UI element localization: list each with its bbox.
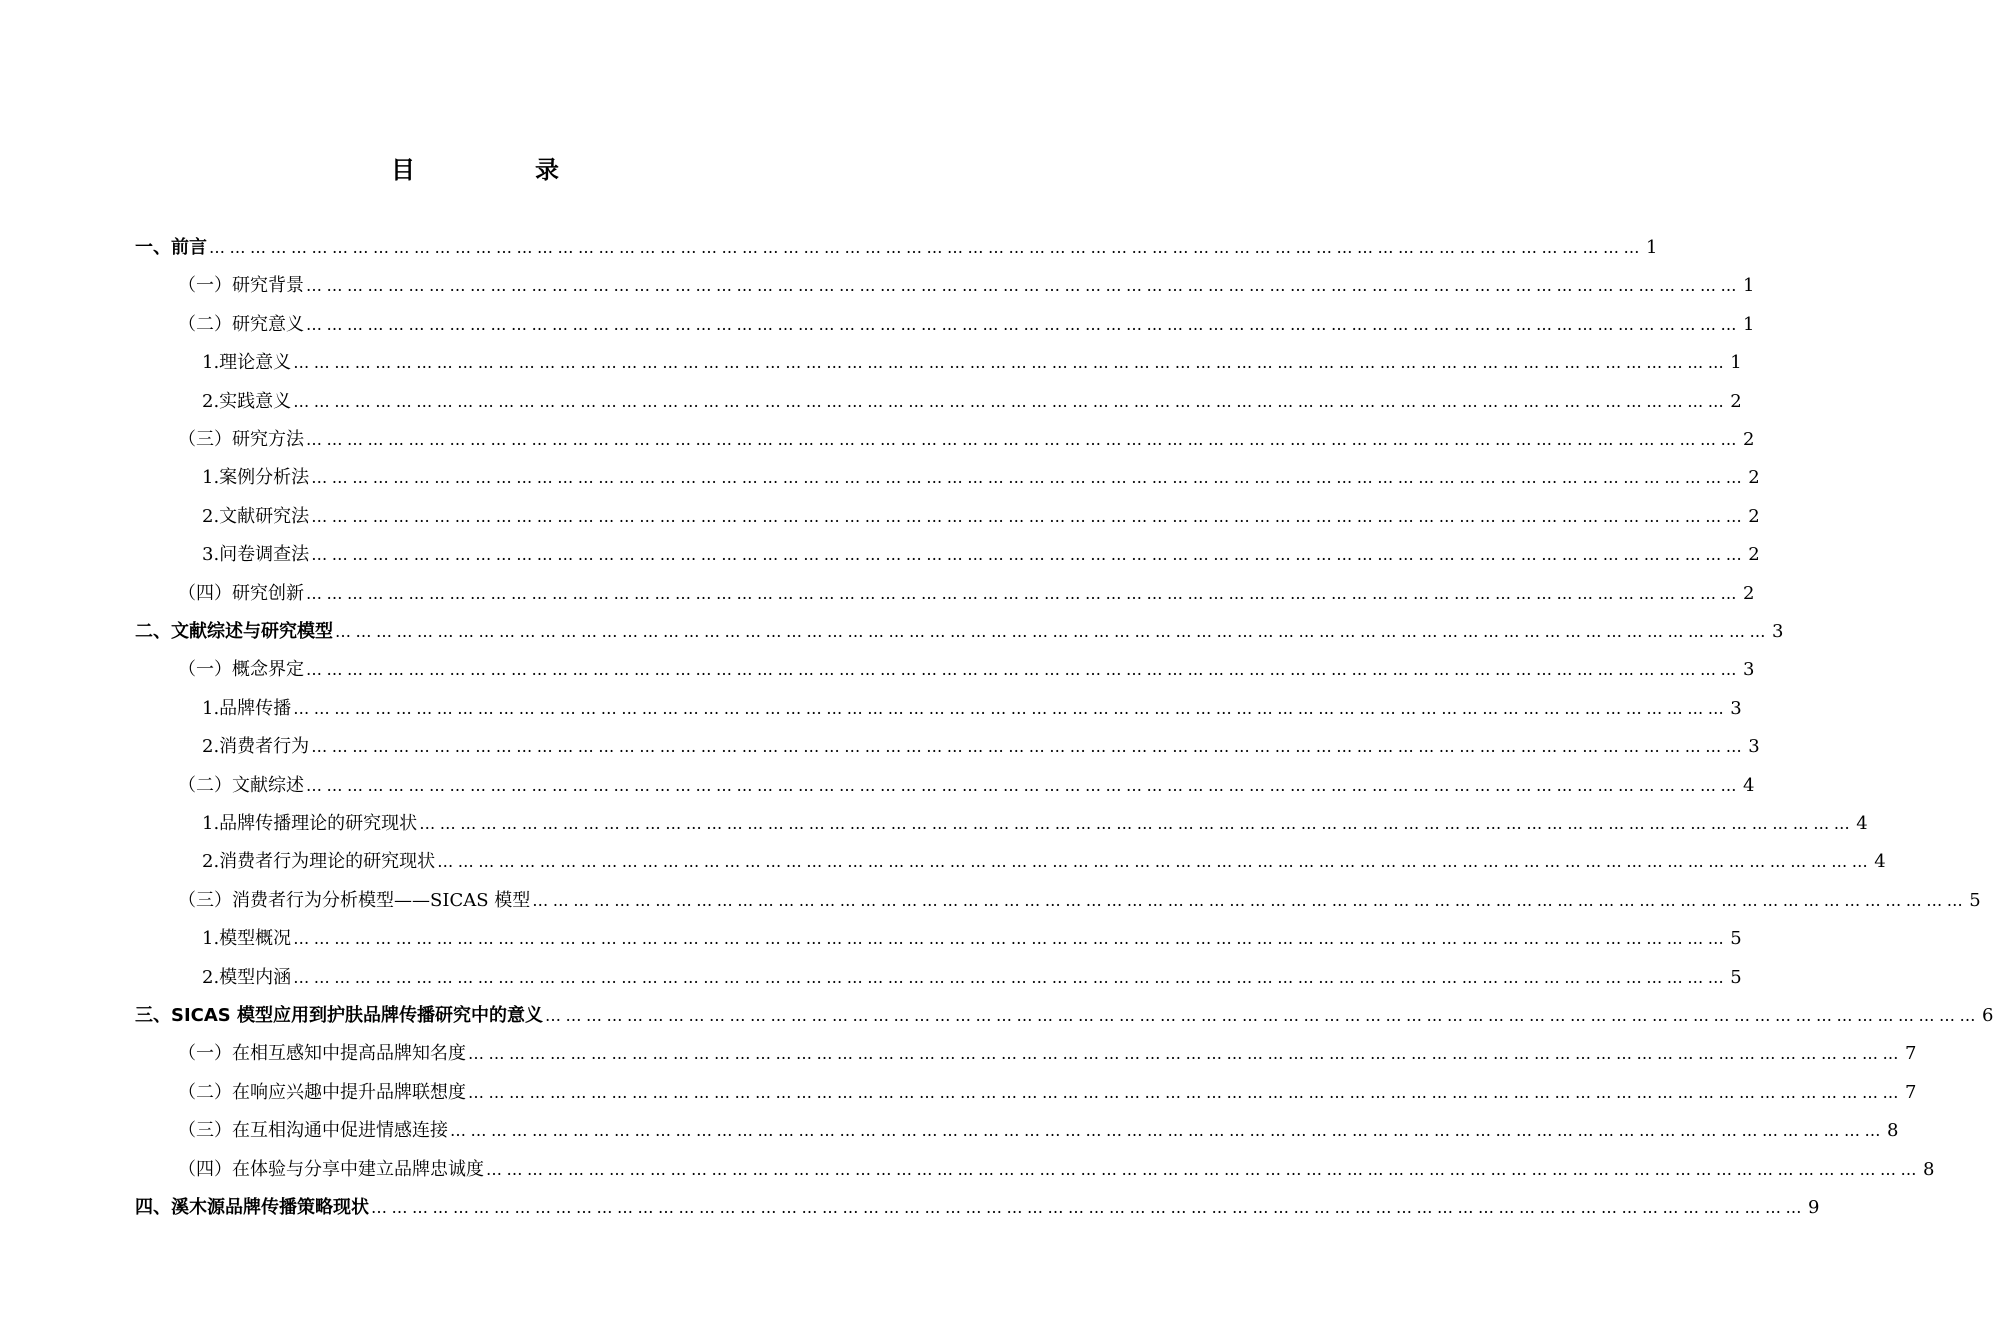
toc-entry[interactable]: [178, 766, 1755, 798]
toc-entry-label: （二）在响应兴趣中提升品牌联想度: [178, 1081, 466, 1103]
toc-dot-leader: …………………………………………………………………………………………………………………………………………………………………………………………: [545, 1006, 1981, 1025]
toc-dot-leader: …………………………………………………………………………………………………………………………………………………………………………………………: [306, 583, 1741, 603]
toc-entry-page-number: 2: [1748, 467, 1760, 489]
toc-entry-label: 二、文献综述与研究模型: [135, 621, 333, 642]
toc-dot-leader: …………………………………………………………………………………………………………………………………………………………………………………………: [371, 1198, 1806, 1217]
toc-entry-label: （一）在相互感知中提高品牌知名度: [178, 1043, 466, 1065]
toc-entry-label: 2.消费者行为理论的研究现状: [202, 851, 436, 873]
toc-entry-label: 1.品牌传播理论的研究现状: [202, 813, 418, 834]
toc-dot-leader: …………………………………………………………………………………………………………………………………………………………………………………………: [311, 545, 1747, 565]
toc-entry[interactable]: [178, 420, 1755, 452]
toc-entry-page-number: 8: [1923, 1158, 1935, 1180]
toc-entry-label: 2.消费者行为: [202, 736, 310, 758]
toc-dot-leader: …………………………………………………………………………………………………………………………………………………………………………………………: [293, 391, 1729, 411]
toc-dot-leader: …………………………………………………………………………………………………………………………………………………………………………………………: [335, 622, 1770, 641]
toc-entry[interactable]: [178, 1034, 1917, 1066]
toc-entry[interactable]: [178, 305, 1755, 337]
toc-entry[interactable]: [178, 1111, 1899, 1143]
toc-entry-page-number: 3: [1730, 697, 1742, 719]
toc-entry[interactable]: [178, 574, 1755, 606]
toc-title: 目 录: [391, 156, 607, 184]
toc-entry[interactable]: [178, 1073, 1917, 1105]
toc-entry-page-number: 1: [1646, 237, 1658, 258]
toc-dot-leader: …………………………………………………………………………………………………………………………………………………………………………………………: [532, 890, 1968, 910]
toc-entry[interactable]: [202, 958, 1742, 990]
toc-entry-label: （一）概念界定: [178, 659, 304, 681]
toc-entry-page-number: 7: [1905, 1081, 1917, 1103]
toc-entry-label: （二）文献综述: [178, 774, 304, 796]
toc-dot-leader: …………………………………………………………………………………………………………………………………………………………………………………………: [419, 814, 1855, 833]
toc-entry-label: 3.问卷调查法: [202, 544, 310, 566]
toc-entry-page-number: 5: [1969, 889, 1981, 911]
toc-entry[interactable]: [202, 458, 1760, 490]
toc-entry-page-number: 1: [1743, 275, 1755, 297]
toc-entry-label: （二）研究意义: [178, 313, 304, 335]
toc-entry-label: 2.实践意义: [202, 390, 292, 412]
toc-entry-page-number: 2: [1743, 582, 1755, 604]
toc-entry[interactable]: [178, 650, 1755, 682]
toc-dot-leader: …………………………………………………………………………………………………………………………………………………………………………………………: [311, 468, 1747, 488]
toc-entry[interactable]: [178, 1150, 1935, 1182]
toc-entry-label: 2.模型内涵: [202, 966, 292, 988]
toc-dot-leader: …………………………………………………………………………………………………………………………………………………………………………………………: [306, 314, 1741, 334]
toc-entry-label: 三、SICAS 模型应用到护肤品牌传播研究中的意义: [135, 1005, 544, 1026]
toc-entry[interactable]: [202, 497, 1760, 529]
toc-entry[interactable]: [178, 266, 1755, 298]
toc-entry-page-number: 3: [1772, 621, 1784, 642]
toc-entry-page-number: 8: [1887, 1120, 1899, 1142]
toc-entry-page-number: 2: [1743, 429, 1755, 450]
toc-dot-leader: …………………………………………………………………………………………………………………………………………………………………………………………: [311, 506, 1747, 526]
toc-entry-label: （三）消费者行为分析模型——SICAS 模型: [178, 889, 531, 911]
toc-dot-leader: …………………………………………………………………………………………………………………………………………………………………………………………: [306, 430, 1741, 449]
toc-dot-leader: …………………………………………………………………………………………………………………………………………………………………………………………: [450, 1121, 1885, 1141]
toc-entry-page-number: 2: [1748, 505, 1760, 527]
toc-entry-label: 四、溪木源品牌传播策略现状: [135, 1197, 369, 1218]
toc-entry[interactable]: [202, 343, 1742, 375]
toc-entry-page-number: 2: [1748, 544, 1760, 566]
toc-entry-page-number: 2: [1730, 390, 1742, 412]
toc-entry-page-number: 4: [1743, 774, 1755, 796]
toc-entry-label: （四）研究创新: [178, 582, 304, 604]
toc-entry[interactable]: [202, 535, 1760, 567]
toc-dot-leader: …………………………………………………………………………………………………………………………………………………………………………………………: [293, 353, 1729, 373]
toc-dot-leader: …………………………………………………………………………………………………………………………………………………………………………………………: [293, 967, 1729, 987]
toc-dot-leader: …………………………………………………………………………………………………………………………………………………………………………………………: [306, 660, 1741, 680]
toc-entry-page-number: 7: [1905, 1043, 1917, 1065]
toc-entry[interactable]: [178, 881, 1981, 913]
toc-dot-leader: …………………………………………………………………………………………………………………………………………………………………………………………: [306, 276, 1741, 296]
toc-entry[interactable]: [202, 842, 1886, 874]
toc-entry-label: 一、前言: [135, 237, 207, 258]
toc-entry[interactable]: [202, 804, 1868, 836]
toc-entry-page-number: 1: [1730, 352, 1742, 374]
toc-dot-leader: …………………………………………………………………………………………………………………………………………………………………………………………: [293, 698, 1729, 718]
toc-entry-label: 1.案例分析法: [202, 467, 310, 489]
toc-entry-label: （四）在体验与分享中建立品牌忠诚度: [178, 1158, 484, 1180]
toc-entry-page-number: 9: [1808, 1197, 1820, 1218]
toc-entry-page-number: 1: [1743, 313, 1755, 335]
toc-dot-leader: …………………………………………………………………………………………………………………………………………………………………………………………: [311, 737, 1747, 757]
toc-entry-label: （三）在互相沟通中促进情感连接: [178, 1120, 448, 1142]
toc-entry[interactable]: [202, 382, 1742, 414]
toc-entry-label: （三）研究方法: [178, 429, 304, 450]
toc-entry[interactable]: [202, 919, 1742, 951]
toc-dot-leader: …………………………………………………………………………………………………………………………………………………………………………………………: [293, 929, 1729, 949]
toc-entry-label: （一）研究背景: [178, 275, 304, 297]
toc-dot-leader: …………………………………………………………………………………………………………………………………………………………………………………………: [306, 775, 1741, 795]
toc-dot-leader: …………………………………………………………………………………………………………………………………………………………………………………………: [468, 1082, 1903, 1102]
toc-entry[interactable]: [135, 228, 1658, 260]
toc-entry-page-number: 5: [1730, 928, 1742, 950]
toc-entry[interactable]: [202, 727, 1760, 759]
toc-dot-leader: …………………………………………………………………………………………………………………………………………………………………………………………: [486, 1159, 1921, 1179]
toc-dot-leader: …………………………………………………………………………………………………………………………………………………………………………………………: [437, 852, 1873, 872]
toc-entry-label: 2.文献研究法: [202, 505, 310, 527]
toc-entry-label: 1.品牌传播: [202, 697, 292, 719]
toc-entry[interactable]: [135, 996, 1993, 1028]
toc-entry[interactable]: [202, 689, 1742, 721]
toc-entry-page-number: 3: [1748, 736, 1760, 758]
toc-entry-label: 1.理论意义: [202, 352, 292, 374]
toc-entry-page-number: 4: [1874, 851, 1886, 873]
toc-entry[interactable]: [135, 612, 1784, 644]
toc-entry-page-number: 6: [1982, 1005, 1993, 1026]
toc-entry-label: 1.模型概况: [202, 928, 292, 950]
toc-entry-page-number: 3: [1743, 659, 1755, 681]
toc-dot-leader: …………………………………………………………………………………………………………………………………………………………………………………………: [209, 238, 1644, 257]
toc-entry[interactable]: [135, 1188, 1820, 1220]
toc-dot-leader: …………………………………………………………………………………………………………………………………………………………………………………………: [468, 1044, 1903, 1064]
toc-entry-page-number: 5: [1730, 966, 1742, 988]
toc-entry-page-number: 4: [1856, 813, 1868, 834]
